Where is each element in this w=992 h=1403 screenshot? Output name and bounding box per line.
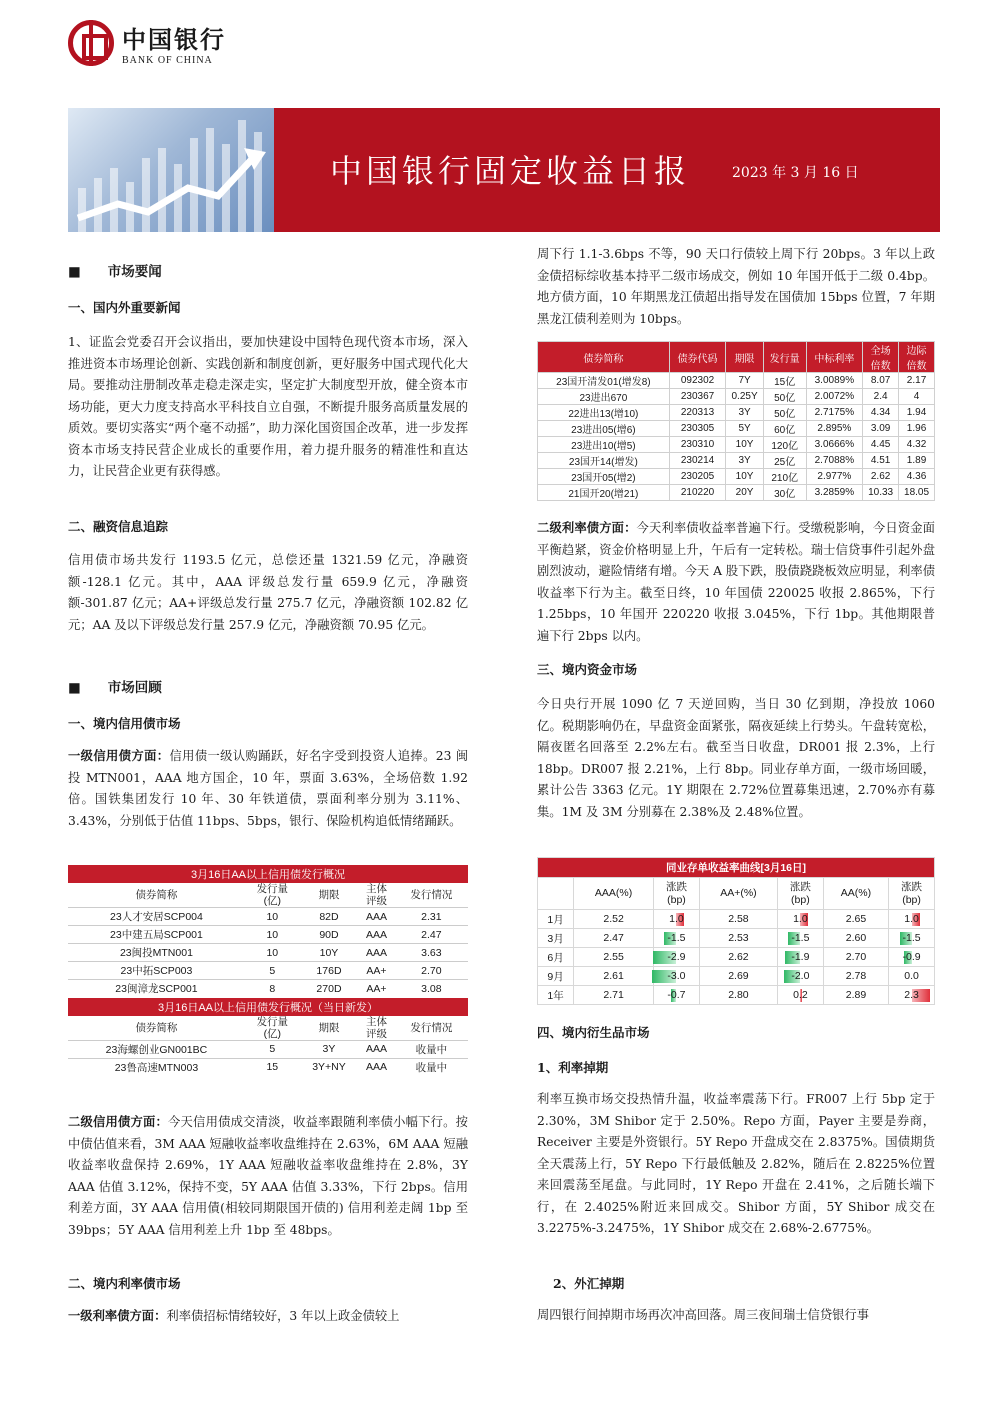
money-market-paragraph: 今日央行开展 1090 亿 7 天逆回购，当日 30 亿到期，净投放 1060 亿。税期影响仍在，早盘资金面紧张，隔夜延续上行势头。午盘转宽松，隔夜匿名回落至 2.2%左右。截至当日收盘，DR001 报 2.3%，上行 18bp。DR007 报 2.21%，上行 8bp。同业存单方面，一级市场回暖，累计公告 3363 亿元。1Y 期限在 2.72%位置募集迅速，2.70%亦有募集。1M 及 3M 分别募在 2.38%及 2.48%位置。 <box>537 697 935 819</box>
secondary-rate-paragraph <box>537 517 935 647</box>
tenor-cell: 3月 <box>538 929 574 948</box>
yield-cell: 2.55 <box>574 948 654 967</box>
table-row <box>538 967 935 986</box>
table-cell: 90D <box>300 926 358 944</box>
table-cell: 收量中 <box>395 1040 468 1058</box>
table-cell: 2.7175% <box>806 405 863 421</box>
ncd-col-header: AAA(%) <box>574 878 654 910</box>
table-cell: 23国开05(增2) <box>538 469 670 485</box>
bank-of-china-logo-icon <box>68 20 114 66</box>
rate-col-header: 发行量 <box>763 342 806 373</box>
table-cell: 3.63 <box>395 944 468 962</box>
table-cell: AA+ <box>358 962 395 980</box>
table-cell: 15 <box>245 1058 300 1076</box>
credit-col-header: 发行情况 <box>395 883 468 908</box>
table-cell: 3.0089% <box>806 373 863 389</box>
table-cell: 5 <box>245 1040 300 1058</box>
change-value: -3.0 <box>667 970 686 982</box>
table-cell: 23中建五局SCP001 <box>68 926 245 944</box>
report-title: 中国银行固定收益日报 <box>330 152 691 190</box>
credit-col-header: 主体 评级 <box>358 1016 395 1041</box>
table-cell: 30亿 <box>763 485 806 501</box>
table-cell: 10Y <box>726 469 763 485</box>
table-cell: 230205 <box>669 469 726 485</box>
yield-cell: 2.61 <box>574 967 654 986</box>
table-cell: 230214 <box>669 453 726 469</box>
ncd-table-title: 同业存单收益率曲线[3月16日] <box>538 858 935 878</box>
fx-paragraph: 周四银行间掉期市场再次冲高回落。周三夜间瑞士信贷银行事 <box>537 1308 870 1322</box>
table-cell: 230367 <box>669 389 726 405</box>
table-cell: 4.32 <box>899 437 935 453</box>
logo-en: BANK OF CHINA <box>122 55 213 66</box>
table-cell: 18.05 <box>899 485 935 501</box>
ncd-col-header: 涨跌 (bp) <box>889 878 935 910</box>
credit-col-header: 发行量 (亿) <box>245 883 300 908</box>
table-cell: 23进出670 <box>538 389 670 405</box>
table-cell: 2.4 <box>863 389 899 405</box>
section-market-news: ■ 市场要闻 <box>68 264 162 280</box>
rate-col-header: 边际 倍数 <box>899 342 935 373</box>
table-row <box>538 453 935 469</box>
table-cell: 8.07 <box>863 373 899 389</box>
tenor-cell: 1月 <box>538 910 574 929</box>
secondary-credit-text: 今天信用债成交清淡，收益率跟随利率债小幅下行。按中债估值来看，3M AAA 短融收益率收盘维持在 2.63%，6M AAA 短融收益率收盘保持 2.69%，1Y AAA 短融收益率收盘维持在 2.8%，3Y AAA 估值 3.12%，保持不变，5Y AAA 估值 3.33%，下行 2bps。信用利差方面，3Y AAA 信用債(相较同期限国开债的) 信用利差走阔 1bp 至 39bps；5Y AAA 信用利差上升 1bp 至 48bps。 <box>68 1115 468 1237</box>
table-cell: 2.977% <box>806 469 863 485</box>
bank-logo <box>68 20 226 66</box>
table-cell: 3Y+NY <box>300 1058 358 1076</box>
ncd-yield-table <box>537 857 935 1005</box>
change-value: 2.3 <box>904 989 919 1001</box>
change-value: -1.5 <box>791 932 810 944</box>
table-cell: 1.89 <box>899 453 935 469</box>
rate-col-header: 全场 倍数 <box>863 342 899 373</box>
table-cell: 4 <box>899 389 935 405</box>
table-row <box>538 469 935 485</box>
table-row <box>538 485 935 501</box>
yield-cell: 2.65 <box>823 910 888 929</box>
primary-rate-label: 一级利率债方面： <box>68 1308 167 1323</box>
table-cell: 3.0666% <box>806 437 863 453</box>
credit-col-header: 债券简称 <box>68 1016 245 1041</box>
table-cell: 230305 <box>669 421 726 437</box>
table-cell: 3.08 <box>395 980 468 998</box>
credit-col-header: 发行情况 <box>395 1016 468 1041</box>
change-value: -2.9 <box>667 951 686 963</box>
yield-cell: 2.80 <box>699 986 777 1005</box>
table-cell: 23进出10(增5) <box>538 437 670 453</box>
rate-primary-continued: 周下行 1.1-3.6bps 不等，90 天口行债较上周下行 20bps。3 年以上政金债招标综收基本持平二级市场成交，例如 10 年国开低于二级 0.4bp。地方债方面，10 年期黑龙江债超出指导发在国债加 15bps 位置，7 年期黑龙江债利差则为 10bps。 <box>537 247 935 326</box>
news-paragraph: 1、证监会党委召开会议指出，要加快建设中国特色现代资本市场，深入推进资本市场理论创新、实践创新和制度创新，更好服务中国式现代化大局。要推动注册制改革走稳走深走实，坚定扩大制度型开放，健全资本市场功能，更大力度支持高水平科技自立自强，不断提升服务高质量发展的质效。要切实落实“两个毫不动摇”，助力深化国资国企改革，进一步发挥资本市场支持民营企业成长的重要作用，着力提升服务的精准性和直达力，让民营企业更有获得感。 <box>68 335 468 478</box>
yield-cell: 2.62 <box>699 948 777 967</box>
table-cell: 3Y <box>726 453 763 469</box>
table-cell: 3.2859% <box>806 485 863 501</box>
yield-cell: 2.70 <box>823 948 888 967</box>
change-bp-cell <box>889 910 935 929</box>
heading-rate-market: 二、境内利率债市场 <box>68 1276 181 1291</box>
table-cell: 1.94 <box>899 405 935 421</box>
table-cell: 82D <box>300 908 358 926</box>
credit-col-header: 债券简称 <box>68 883 245 908</box>
table-cell: 2.47 <box>395 926 468 944</box>
swap-paragraph: 利率互换市场交投热情升温，收益率震荡下行。FR007 上行 5bp 定于 2.30%，3M Shibor 定于 2.50%。Repo 方面，Payer 主要是券商，Receiver 主要是外资银行。5Y Repo 开盘成交在 2.8375%。国债期货全天震荡上行，5Y Repo 下行最低触及 2.82%，随后在 2.8225%位置来回震荡至尾盘。与此同时，1Y Repo 开盘在 2.41%，之后随长端下行，在 2.4025%附近来回成交。Shibor 方面，5Y Shibor 成交在 3.2275%-3.2475%，1Y Shibor 成交在 2.68%-2.6775%。 <box>537 1092 935 1235</box>
secondary-rate-text: 今天利率债收益率普遍下行。受缴税影响，今日资金面平衡趋紧，资金价格明显上升，午后有一定转松。瑞士信贷事件引起外盘剧烈波动，避险情绪有增。今天 A 股下跌，股债跷跷板效应明显，利率债收益率下行为主。截至日终，10 年国债 220025 收报 2.865%，下行 1.25bps，10 年国开 220220 收报 3.045%，下行 1bp。其他期限普遍下行 2bps 以内。 <box>537 521 935 643</box>
table-cell: 15亿 <box>763 373 806 389</box>
table-row <box>68 926 468 944</box>
table-cell: 3.09 <box>863 421 899 437</box>
table-cell: 2.0072% <box>806 389 863 405</box>
heading-credit-market: 一、境内信用债市场 <box>68 716 181 731</box>
credit-col-header: 发行量 (亿) <box>245 1016 300 1041</box>
change-value: -0.7 <box>667 989 686 1001</box>
table-row <box>538 405 935 421</box>
table-cell: AAA <box>358 908 395 926</box>
table-cell: 230310 <box>669 437 726 453</box>
table-cell: 23闽漳龙SCP001 <box>68 980 245 998</box>
table-cell: 23人才安居SCP004 <box>68 908 245 926</box>
table-cell: 10.33 <box>863 485 899 501</box>
change-value: -2.0 <box>791 970 810 982</box>
table-cell: 210亿 <box>763 469 806 485</box>
table-cell: 23海螺创业GN001BC <box>68 1040 245 1058</box>
credit-col-header: 期限 <box>300 883 358 908</box>
table-row <box>538 437 935 453</box>
table-cell: 23鲁高速MTN003 <box>68 1058 245 1076</box>
change-value: -1.5 <box>902 932 921 944</box>
yield-cell: 2.89 <box>823 986 888 1005</box>
primary-credit-label: 一级信用债方面： <box>68 748 170 763</box>
rate-col-header: 债券简称 <box>538 342 670 373</box>
table-cell: 2.17 <box>899 373 935 389</box>
table-cell: 5 <box>245 962 300 980</box>
ncd-col-header: 涨跌 (bp) <box>777 878 823 910</box>
credit-col-header: 期限 <box>300 1016 358 1041</box>
table-cell: 10Y <box>300 944 358 962</box>
table-cell: 50亿 <box>763 389 806 405</box>
table-cell: 50亿 <box>763 405 806 421</box>
table-row <box>538 929 935 948</box>
change-bp-cell <box>889 967 935 986</box>
credit-table-title: 3月16日AA以上信用债发行概况 <box>68 865 468 883</box>
table-cell: 3Y <box>300 1040 358 1058</box>
rate-bond-auction-table <box>537 341 935 501</box>
ncd-col-header: AA+(%) <box>699 878 777 910</box>
table-cell: 2.31 <box>395 908 468 926</box>
change-bp-cell <box>654 967 700 986</box>
table-cell: 10 <box>245 944 300 962</box>
change-value: 0.2 <box>793 989 808 1001</box>
table-row <box>538 389 935 405</box>
table-row <box>68 908 468 926</box>
yield-cell: 2.78 <box>823 967 888 986</box>
change-bp-cell <box>777 967 823 986</box>
table-cell: 21国开20(增21) <box>538 485 670 501</box>
change-bp-cell <box>777 910 823 929</box>
tenor-cell: 1年 <box>538 986 574 1005</box>
change-value: 0.0 <box>904 970 919 982</box>
table-cell: 收量中 <box>395 1058 468 1076</box>
table-row <box>538 948 935 967</box>
table-cell: AAA <box>358 1040 395 1058</box>
change-value: 1.0 <box>669 913 684 925</box>
table-cell: 2.70 <box>395 962 468 980</box>
change-bp-cell <box>777 929 823 948</box>
financing-paragraph: 信用债市场共发行 1193.5 亿元，总偿还量 1321.59 亿元，净融资额-128.1 亿元。其中，AAA 评级总发行量 659.9 亿元，净融资额-301.87 亿元；AA+评级总发行量 275.7 亿元，净融资额 102.82 亿元；AA 及以下评级总发行量 257.9 亿元，净融资额 70.95 亿元。 <box>68 553 468 632</box>
table-row <box>68 962 468 980</box>
secondary-credit-label: 二级信用债方面： <box>68 1114 169 1129</box>
credit-col-header: 主体 评级 <box>358 883 395 908</box>
report-date: 2023 年 3 月 16 日 <box>732 165 859 181</box>
table-cell: 120亿 <box>763 437 806 453</box>
table-cell: AAA <box>358 1058 395 1076</box>
change-value: -1.9 <box>791 951 810 963</box>
yield-cell: 2.58 <box>699 910 777 929</box>
table-cell: 0.25Y <box>726 389 763 405</box>
secondary-rate-label: 二级利率债方面： <box>537 520 637 535</box>
table-cell: 4.34 <box>863 405 899 421</box>
primary-credit-text: 信用债一级认购踊跃，好名字受到投资人追捧。23 闽投 MTN001，AAA 地方国企，10 年，票面 3.63%，全场倍数 1.92 倍。国铁集团发行 10 年、30 年铁道债，票面利率分别为 3.11%、3.43%，分别低于估值 11bps、5bps，银行、保险机构追低情绪踊跃。 <box>68 749 468 828</box>
table-cell: AA+ <box>358 980 395 998</box>
secondary-credit-paragraph <box>68 1111 468 1241</box>
change-bp-cell <box>654 948 700 967</box>
table-cell: 4.45 <box>863 437 899 453</box>
change-bp-cell <box>654 929 700 948</box>
heading-fx-swap: 2、外汇掉期 <box>553 1276 625 1291</box>
heading-money-market: 三、境内资金市场 <box>537 662 638 677</box>
table-cell: 270D <box>300 980 358 998</box>
change-value: -1.5 <box>667 932 686 944</box>
table-cell: 23国开14(增发) <box>538 453 670 469</box>
ncd-col-header <box>538 878 574 910</box>
yield-cell: 2.60 <box>823 929 888 948</box>
table-cell: 1.96 <box>899 421 935 437</box>
change-bp-cell <box>889 948 935 967</box>
change-bp-cell <box>777 948 823 967</box>
table-cell: 210220 <box>669 485 726 501</box>
credit-issuance-table <box>68 865 468 1076</box>
credit-table-title-new: 3月16日AA以上信用债发行概况（当日新发） <box>68 998 468 1016</box>
rate-col-header: 债券代码 <box>669 342 726 373</box>
heading-major-news: 一、国内外重要新闻 <box>68 300 181 315</box>
table-row <box>68 944 468 962</box>
table-cell: 220313 <box>669 405 726 421</box>
primary-rate-text: 利率债招标情绪较好，3 年以上政金债较上 <box>166 1309 400 1323</box>
yield-cell: 2.47 <box>574 929 654 948</box>
heading-interest-rate-swap: 1、利率掉期 <box>537 1060 609 1075</box>
report-banner <box>68 108 940 232</box>
table-cell: AAA <box>358 926 395 944</box>
tenor-cell: 6月 <box>538 948 574 967</box>
change-value: 1.0 <box>904 913 919 925</box>
table-cell: 2.7088% <box>806 453 863 469</box>
yield-cell: 2.52 <box>574 910 654 929</box>
yield-cell: 2.69 <box>699 967 777 986</box>
heading-financing: 二、融资信息追踪 <box>68 519 169 534</box>
table-cell: 092302 <box>669 373 726 389</box>
table-cell: 20Y <box>726 485 763 501</box>
section-market-review: ■ 市场回顾 <box>68 680 162 696</box>
table-row <box>538 421 935 437</box>
change-bp-cell <box>889 986 935 1005</box>
table-row <box>538 373 935 389</box>
change-bp-cell <box>889 929 935 948</box>
table-cell: 23进出05(增6) <box>538 421 670 437</box>
table-cell: AAA <box>358 944 395 962</box>
table-cell: 25亿 <box>763 453 806 469</box>
yield-cell: 2.53 <box>699 929 777 948</box>
table-row <box>68 980 468 998</box>
ncd-col-header: 涨跌 (bp) <box>654 878 700 910</box>
logo-cn: 中国银行 <box>122 25 226 54</box>
table-cell: 60亿 <box>763 421 806 437</box>
tenor-cell: 9月 <box>538 967 574 986</box>
rate-col-header: 期限 <box>726 342 763 373</box>
heading-derivatives: 四、境内衍生品市场 <box>537 1025 650 1040</box>
table-cell: 5Y <box>726 421 763 437</box>
table-cell: 176D <box>300 962 358 980</box>
ncd-col-header: AA(%) <box>823 878 888 910</box>
growth-chart-image <box>68 108 274 232</box>
change-value: 1.0 <box>793 913 808 925</box>
change-bp-cell <box>777 986 823 1005</box>
change-bp-cell <box>654 986 700 1005</box>
change-bp-cell <box>654 910 700 929</box>
table-cell: 7Y <box>726 373 763 389</box>
table-cell: 8 <box>245 980 300 998</box>
primary-credit-paragraph <box>68 745 468 832</box>
table-cell: 10 <box>245 908 300 926</box>
primary-rate-paragraph <box>68 1305 468 1328</box>
rate-col-header: 中标利率 <box>806 342 863 373</box>
table-cell: 23国开清发01(增发8) <box>538 373 670 389</box>
table-cell: 3Y <box>726 405 763 421</box>
change-value: -0.9 <box>902 951 921 963</box>
table-row <box>538 910 935 929</box>
table-row <box>538 986 935 1005</box>
table-cell: 10 <box>245 926 300 944</box>
table-row <box>68 1040 468 1058</box>
table-cell: 4.51 <box>863 453 899 469</box>
yield-cell: 2.71 <box>574 986 654 1005</box>
table-cell: 10Y <box>726 437 763 453</box>
table-cell: 2.62 <box>863 469 899 485</box>
table-row <box>68 1058 468 1076</box>
table-cell: 22进出13(增10) <box>538 405 670 421</box>
table-cell: 2.895% <box>806 421 863 437</box>
table-cell: 23闽投MTN001 <box>68 944 245 962</box>
table-cell: 4.36 <box>899 469 935 485</box>
table-cell: 23中拓SCP003 <box>68 962 245 980</box>
